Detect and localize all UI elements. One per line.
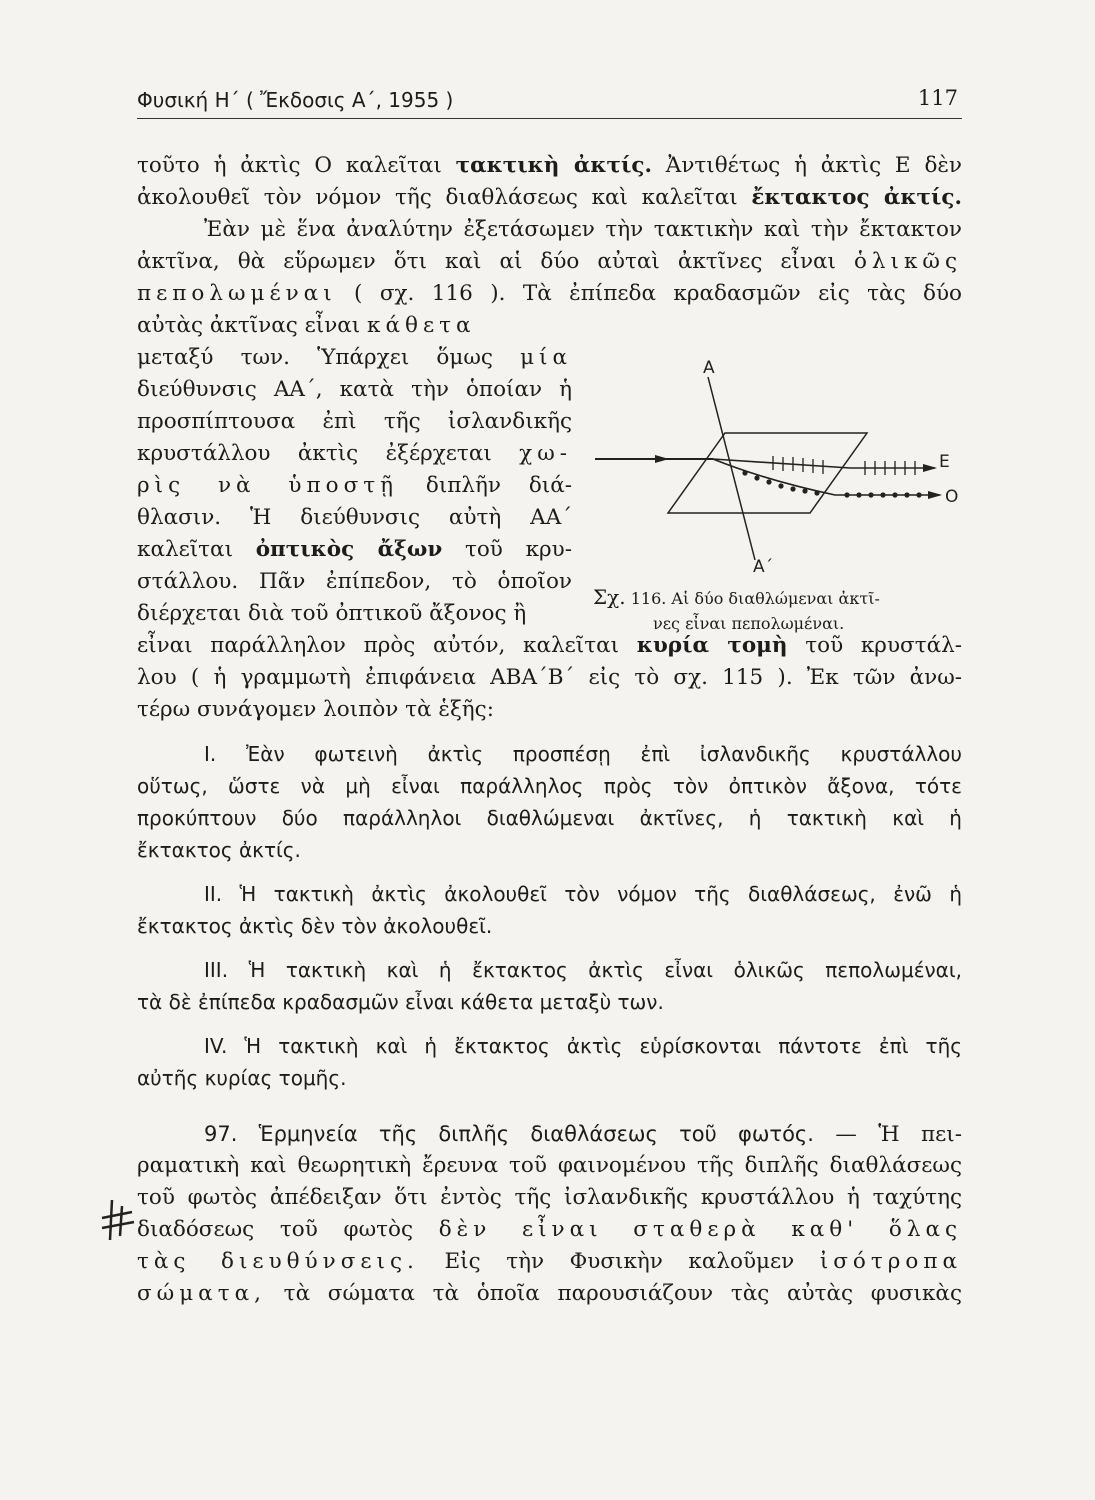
label-a-top: Α	[703, 358, 715, 378]
handwritten-mark	[98, 1196, 138, 1244]
text-line: καλεῖται ὀπτικὸς ἄξων τοῦ κρυ-	[137, 537, 572, 562]
text-line: διεύθυνσις ΑΑ΄, κατὰ τὴν ὁποίαν ἡ	[137, 377, 572, 402]
caption-line: Σχ. 116. Αἱ δύο διαθλώμεναι ἀκτῖ-	[593, 585, 880, 609]
text-line: θλασιν. Ἡ διεύθυνσις αὐτὴ ΑΑ΄	[137, 505, 572, 530]
spaced-term: ἰσότροπα	[819, 1249, 962, 1274]
term-optic-axis: ὀπτικὸς ἄξων	[255, 537, 443, 562]
text-line: τέρω συνάγομεν λοιπὸν τὰ ἑξῆς:	[137, 697, 494, 722]
conclusion-1: Ι. Ἐὰν φωτεινὴ ἀκτὶς προσπέσῃ ἐπὶ ἰσλανδικῆς κρυστάλλου	[204, 742, 962, 766]
spaced-term: σώματα,	[137, 1281, 266, 1306]
text-line: ἀκτῖνα, θὰ εὕρωμεν ὅτι καὶ αἱ δύο αὐταὶ ἀκτῖνες εἶναι ὁλικῶς	[137, 249, 962, 274]
text-line: αὐτῆς κυρίας τομῆς.	[137, 1066, 347, 1090]
figure-caption	[593, 585, 973, 636]
text-line: διέρχεται διὰ τοῦ ὀπτικοῦ ἄξονος ἢ	[137, 601, 527, 626]
figure-116-diagram	[585, 355, 975, 585]
spaced-term: πεπολωμέναι	[137, 281, 337, 306]
spaced-term: δὲν εἶναι σταθερὰ καθ' ὅλας	[438, 1217, 962, 1242]
text-line: ἔκτακτος ἀκτίς.	[137, 838, 301, 862]
caption-line: νες εἶναι πεπολωμέναι.	[653, 614, 845, 633]
text-line: ραματικὴ καὶ θεωρητικὴ ἔρευνα τοῦ φαινομένου τῆς διπλῆς διαθλάσεως	[137, 1153, 962, 1178]
text-line: οὕτως, ὥστε νὰ μὴ εἶναι παράλληλος πρὸς τὸν ὀπτικὸν ἄξονα, τότε	[137, 774, 962, 798]
text-line: προκύπτουν δύο παράλληλοι διαθλώμεναι ἀκτῖνες, ἡ τακτικὴ καὶ ἡ	[137, 806, 962, 830]
text-line: κρυστάλλου ἀκτὶς ἐξέρχεται χω-	[137, 441, 572, 466]
text-line: σώματα, τὰ σώματα τὰ ὁποῖα παρουσιάζουν τὰς αὐτὰς φυσικὰς	[137, 1281, 962, 1306]
section-97	[137, 1118, 962, 1310]
incident-arrow	[655, 455, 669, 463]
text-line: πεπολωμέναι ( σχ. 116 ). Τὰ ἐπίπεδα κραδασμῶν εἰς τὰς δύο	[137, 281, 962, 306]
text-line: τοῦ φωτὸς ἀπέδειξαν ὅτι ἐντὸς τῆς ἰσλανδικῆς κρυστάλλου ἡ ταχύτης	[137, 1185, 962, 1210]
term-principal-section: κυρία τομὴ	[636, 633, 788, 658]
text-line: Ἐὰν μὲ ἕνα ἀναλύτην ἐξετάσωμεν τὴν τακτικὴν καὶ τὴν ἔκτακτον	[204, 217, 962, 242]
text-line: ἀκολουθεῖ τὸν νόμον τῆς διαθλάσεως καὶ καλεῖται ἔκτακτος ἀκτίς.	[137, 185, 962, 210]
spaced-term: χω-	[519, 441, 572, 466]
text-line: τοῦτο ἡ ἀκτὶς Ο καλεῖται τακτικὴ ἀκτίς. Ἀντιθέτως ἡ ἀκτὶς Ε δὲν	[137, 153, 962, 178]
label-o: Ο	[945, 487, 959, 507]
conclusion-4: ΙV. Ἡ τακτικὴ καὶ ἡ ἔκτακτος ἀκτὶς εὑρίσκονται πάντοτε ἐπὶ τῆς	[204, 1034, 962, 1058]
arrow-o	[928, 491, 942, 499]
running-header	[137, 82, 962, 119]
label-e: Ε	[939, 452, 950, 472]
text-line: τὰ δὲ ἐπίπεδα κραδασμῶν εἶναι κάθετα μεταξὺ των.	[137, 990, 664, 1014]
text-line: τὰς διευθύνσεις. Εἰς τὴν Φυσικὴν καλοῦμεν ἰσότροπα	[137, 1249, 962, 1274]
crystal-outline	[668, 433, 867, 513]
text-line: προσπίπτουσα ἐπὶ τῆς ἰσλανδικῆς	[137, 409, 572, 434]
main-text	[137, 150, 962, 1310]
spaced-term: ὁλικῶς	[853, 249, 962, 274]
section-heading: 97. Ἑρμηνεία τῆς διπλῆς διαθλάσεως τοῦ φωτός.	[204, 1122, 814, 1146]
text-line: ρὶς νὰ ὑποστῇ διπλῆν διά-	[137, 473, 572, 498]
text-line: λου ( ἡ γραμμωτὴ ἐπιφάνεια ΑΒΑ΄Β΄ εἰς τὸ σχ. 115 ). Ἐκ τῶν ἀνω-	[137, 665, 962, 690]
label-a-bottom: Α΄	[753, 557, 774, 577]
term-extraordinary-ray: ἔκτακτος ἀκτίς.	[751, 185, 962, 210]
spaced-term: κάθετα	[367, 313, 476, 338]
text-line: ἔκτακτος ἀκτὶς δὲν τὸν ἀκολουθεῖ.	[137, 914, 493, 938]
text-line: στάλλου. Πᾶν ἐπίπεδον, τὸ ὁποῖον	[137, 569, 572, 594]
text-line: διαδόσεως τοῦ φωτὸς δὲν εἶναι σταθερὰ καθ' ὅλας	[137, 1217, 962, 1242]
term-ordinary-ray: τακτικὴ ἀκτίς.	[455, 153, 652, 178]
running-title: Φυσική Η΄ ( Ἔκδοσις Α΄, 1955 )	[137, 88, 454, 112]
optic-axis-line	[708, 377, 755, 560]
spaced-term: μία	[520, 345, 572, 370]
arrow-e	[923, 464, 937, 472]
text-line: αὐτὰς ἀκτῖνας εἶναι κάθετα	[137, 313, 476, 338]
spaced-term: ρὶς νὰ ὑποστῇ	[137, 473, 399, 498]
conclusion-3: ΙΙΙ. Ἡ τακτικὴ καὶ ἡ ἔκτακτος ἀκτὶς εἶναι ὁλικῶς πεπολωμέναι,	[204, 958, 962, 982]
page-number: 117	[917, 86, 958, 110]
text-line: μεταξύ των. Ὑπάρχει ὅμως μία	[137, 345, 572, 370]
conclusion-2: ΙΙ. Ἡ τακτικὴ ἀκτὶς ἀκολουθεῖ τὸν νόμον τῆς διαθλάσεως, ἐνῶ ἡ	[204, 882, 962, 906]
spaced-term: τὰς διευθύνσεις.	[137, 1249, 419, 1274]
section-heading-line: 97. Ἑρμηνεία τῆς διπλῆς διαθλάσεως τοῦ φωτός. — Ἡ πει-	[204, 1122, 962, 1147]
conclusions-list	[137, 738, 962, 1094]
text-line: εἶναι παράλληλον πρὸς αὐτόν, καλεῖται κυρία τομὴ τοῦ κρυστάλ-	[137, 633, 962, 658]
